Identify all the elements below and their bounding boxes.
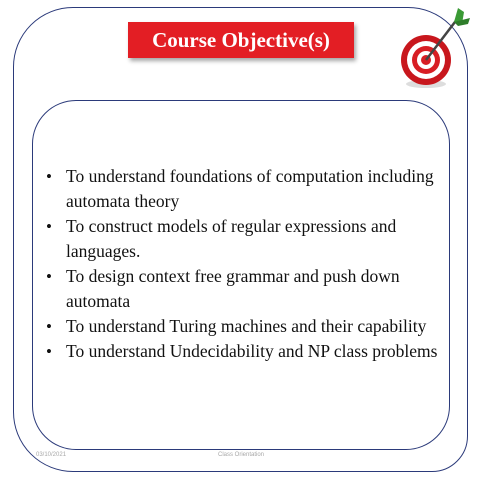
objective-item: • To understand Turing machines and their capability [44,314,444,339]
objective-item: • To design context free grammar and push down automata [44,264,444,314]
slide-title: Course Objective(s) [152,27,330,52]
title-banner [128,22,354,58]
footer-title: Class Orientation [218,452,265,458]
objective-item: • To understand Undecidability and NP class problems [44,339,444,364]
footer-date: 03/10/2021 [36,452,67,458]
objective-item: • To construct models of regular expressions and languages. [44,214,444,264]
target-with-dart-icon [392,4,474,90]
objectives-list [44,164,444,364]
objective-item: • To understand foundations of computation including automata theory [44,164,444,214]
